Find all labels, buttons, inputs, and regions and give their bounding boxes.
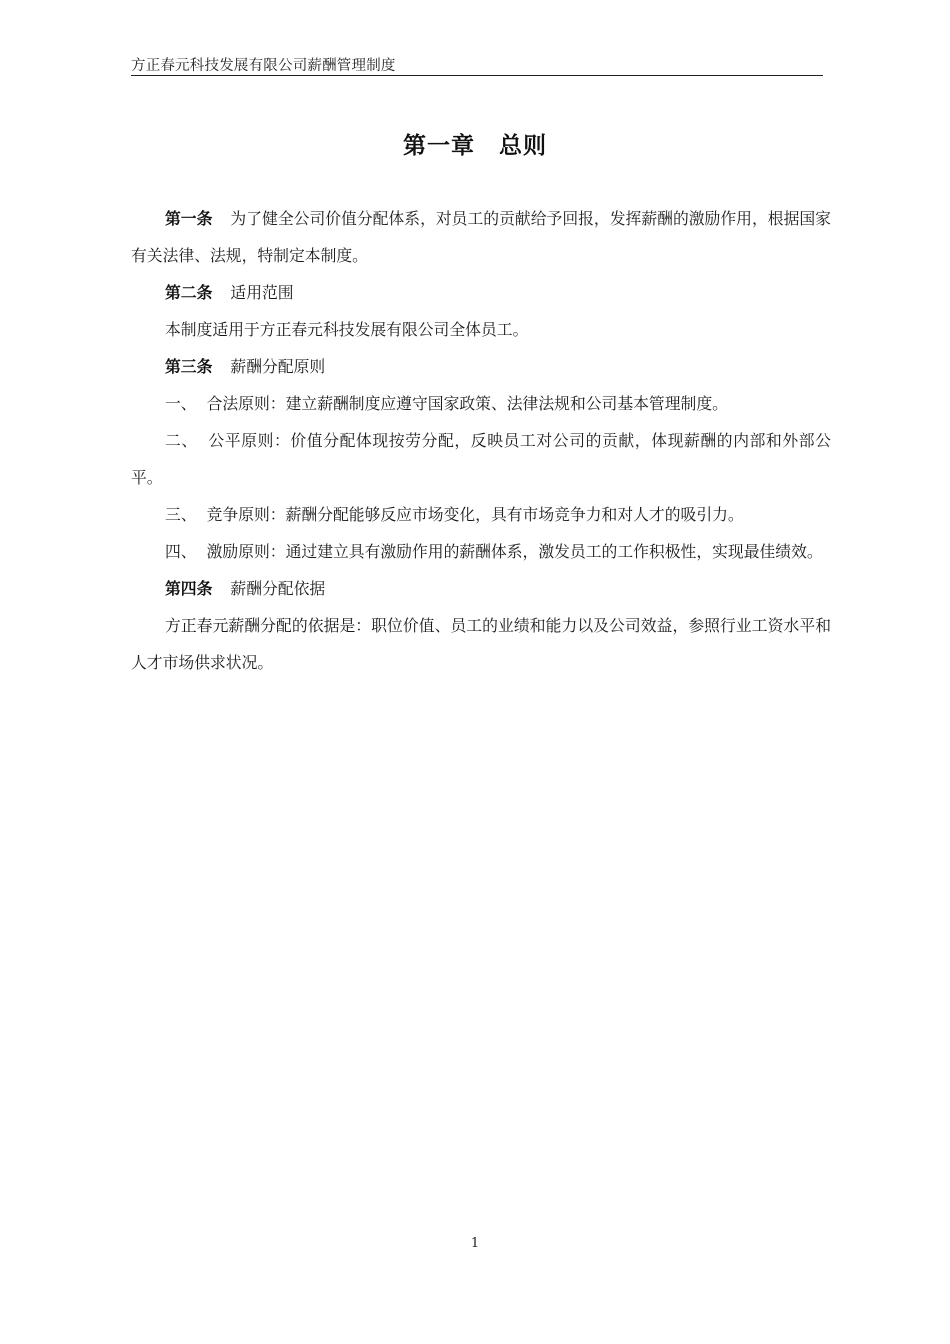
article-2-title: 适用范围 bbox=[230, 283, 294, 302]
list-item bbox=[131, 496, 831, 533]
page-header bbox=[131, 56, 823, 76]
list-item-number: 四、 bbox=[165, 542, 197, 561]
article-1-label: 第一条 bbox=[165, 209, 213, 228]
article-1 bbox=[131, 200, 831, 274]
list-item-number: 一、 bbox=[165, 394, 197, 413]
article-4-label: 第四条 bbox=[165, 579, 213, 598]
list-item-text: 公平原则：价值分配体现按劳分配，反映员工对公司的贡献，体现薪酬的内部和外部公平。 bbox=[131, 431, 831, 487]
list-item bbox=[131, 533, 831, 570]
list-item bbox=[131, 385, 831, 422]
article-2-label: 第二条 bbox=[165, 283, 213, 302]
article-4 bbox=[131, 570, 831, 607]
list-item-text: 激励原则：通过建立具有激励作用的薪酬体系，激发员工的工作积极性，实现最佳绩效。 bbox=[206, 542, 823, 561]
article-1-text: 为了健全公司价值分配体系，对员工的贡献给予回报，发挥薪酬的激励作用，根据国家有关法律、法规，特制定本制度。 bbox=[131, 209, 831, 265]
header-title: 方正春元科技发展有限公司薪酬管理制度 bbox=[131, 58, 396, 74]
article-3 bbox=[131, 348, 831, 385]
list-item-text: 合法原则：建立薪酬制度应遵守国家政策、法律法规和公司基本管理制度。 bbox=[206, 394, 728, 413]
article-3-label: 第三条 bbox=[165, 357, 213, 376]
document-body bbox=[131, 200, 831, 681]
chapter-title: 第一章 总则 bbox=[403, 132, 547, 159]
list-item-number: 二、 bbox=[165, 431, 198, 450]
article-4-title: 薪酬分配依据 bbox=[230, 579, 326, 598]
list-item bbox=[131, 422, 831, 496]
list-item-text: 竞争原则：薪酬分配能够反应市场变化，具有市场竞争力和对人才的吸引力。 bbox=[206, 505, 744, 524]
article-2 bbox=[131, 274, 831, 311]
article-2-body: 本制度适用于方正春元科技发展有限公司全体员工。 bbox=[165, 320, 529, 339]
article-4-body: 方正春元薪酬分配的依据是：职位价值、员工的业绩和能力以及公司效益，参照行业工资水平和人才市场供求状况。 bbox=[131, 616, 831, 672]
page-number: 1 bbox=[470, 1236, 480, 1251]
article-3-title: 薪酬分配原则 bbox=[230, 357, 326, 376]
list-item-number: 三、 bbox=[165, 505, 197, 524]
